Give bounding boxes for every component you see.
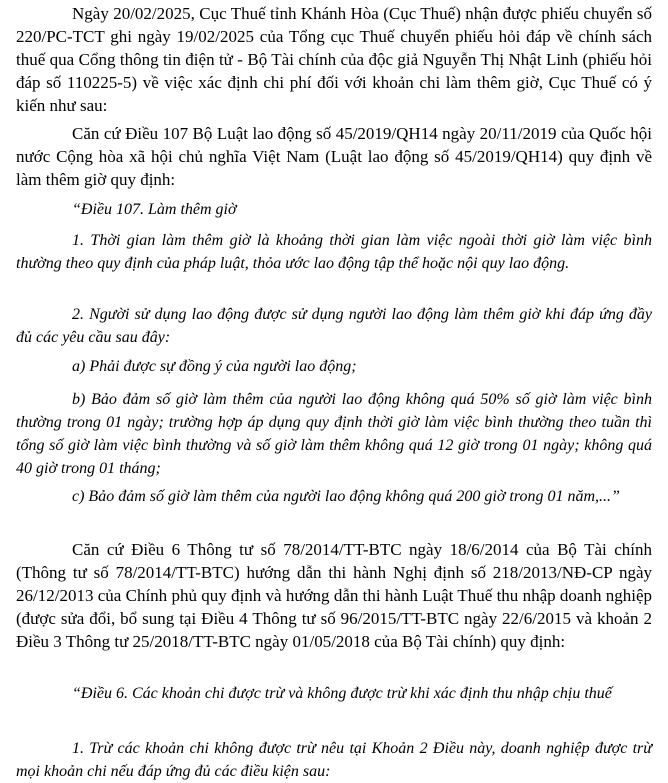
quote-article-6-clause-1: 1. Trừ các khoản chi không được trừ nêu tại Khoản 2 Điều này, doanh nghiệp được trừ mọi khoản chi nếu đáp ứng đủ các điều kiện sau: — [16, 740, 652, 780]
quote-article-6-title: “Điều 6. Các khoản chi được trừ và không được trừ khi xác định thu nhập chịu thuế — [72, 685, 612, 702]
quote-article-107-point-a: a) Phải được sự đồng ý của người lao động; — [72, 358, 357, 375]
paragraph-intro: Ngày 20/02/2025, Cục Thuế tỉnh Khánh Hòa (Cục Thuế) nhận được phiếu chuyển số 220/PC-TCT ghi ngày 19/02/2025 của Tổng cục Thuế chuyển phiếu hỏi đáp về chính sách thuế qua Cổng thông tin điện tử - Bộ Tài chính của độc giả Nguyễn Thị Nhật Linh (phiếu hỏi đáp số 110225-5) về việc xác định chi phí đối với khoản chi làm thêm giờ, Cục Thuế có ý kiến như sau: — [16, 4, 652, 115]
paragraph-labor-law-basis: Căn cứ Điều 107 Bộ Luật lao động số 45/2019/QH14 ngày 20/11/2019 của Quốc hội nước Cộng hòa xã hội chủ nghĩa Việt Nam (Luật lao động số 45/2019/QH14) quy định về làm thêm giờ quy định: — [16, 124, 652, 189]
quote-article-107-title: “Điều 107. Làm thêm giờ — [72, 201, 237, 218]
quote-article-107-clause-1: 1. Thời gian làm thêm giờ là khoảng thời gian làm việc ngoài thời giờ làm việc bình thường theo quy định của pháp luật, thỏa ước lao động tập thể hoặc nội quy lao động. — [16, 232, 652, 272]
quote-article-107-point-b: b) Bảo đảm số giờ làm thêm của người lao động không quá 50% số giờ làm việc bình thường trong 01 ngày; trường hợp áp dụng quy định thời giờ làm việc bình thường theo tuần thì tổng số giờ làm việc bình thường và số giờ làm thêm không quá 12 giờ trong 01 ngày; không quá 40 giờ trong 01 tháng; — [16, 391, 652, 477]
quote-article-107-point-c: c) Bảo đảm số giờ làm thêm của người lao động không quá 200 giờ trong 01 năm,...” — [72, 488, 620, 505]
paragraph-circular-78-basis: Căn cứ Điều 6 Thông tư số 78/2014/TT-BTC ngày 18/6/2014 của Bộ Tài chính (Thông tư số 78/2014/TT-BTC) hướng dẫn thi hành Nghị định số 218/2013/NĐ-CP ngày 26/12/2013 của Chính phủ quy định và hướng dẫn thi hành Luật Thuế thu nhập doanh nghiệp (được sửa đổi, bổ sung tại Điều 4 Thông tư số 96/2015/TT-BTC ngày 22/6/2015 và khoản 2 Điều 3 Thông tư 25/2018/TT-BTC ngày 01/05/2018 của Bộ Tài chính) quy định: — [16, 540, 652, 651]
quote-article-107-clause-2: 2. Người sử dụng lao động được sử dụng người lao động làm thêm giờ khi đáp ứng đầy đủ các yêu cầu sau đây: — [16, 306, 652, 346]
